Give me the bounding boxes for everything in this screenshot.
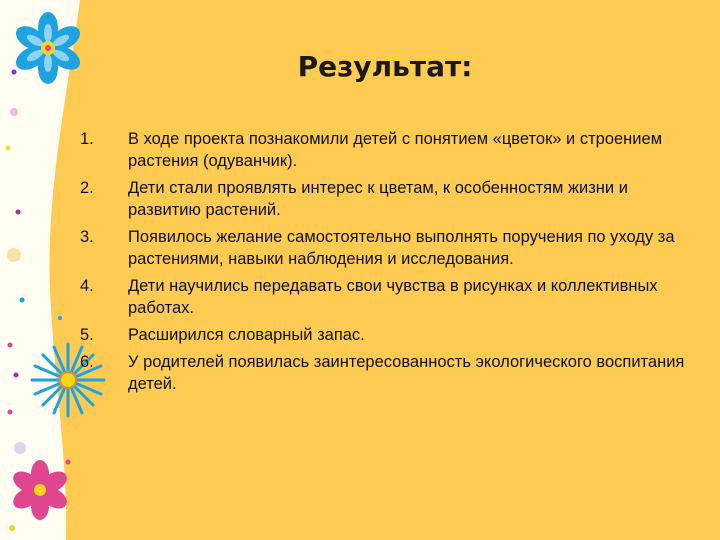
list-item-text: Расширился словарный запас. bbox=[128, 326, 365, 344]
result-list bbox=[80, 128, 700, 400]
list-item-text: Дети стали проявлять интерес к цветам, к особенностям жизни и развитию растений. bbox=[128, 179, 628, 219]
list-item bbox=[80, 128, 700, 172]
list-item-text: Дети научились передавать свои чувства в рисунках и коллективных работах. bbox=[128, 277, 658, 317]
list-item bbox=[80, 275, 700, 319]
list-item-text: Появилось желание самостоятельно выполнять поручения по уходу за растениями, навыки наблюдения и исследования. bbox=[128, 228, 675, 268]
list-item bbox=[80, 351, 700, 395]
list-item-number: 3. bbox=[80, 228, 94, 246]
list-item-text: У родителей появилась заинтересованность экологического воспитания детей. bbox=[128, 353, 685, 393]
list-item-number: 5. bbox=[80, 326, 94, 344]
slide-title: Результат: bbox=[297, 50, 473, 83]
list-item bbox=[80, 177, 700, 221]
list-item bbox=[80, 324, 700, 346]
list-item-number: 1. bbox=[80, 130, 94, 148]
list-item-number: 6. bbox=[80, 353, 94, 371]
list-item-number: 2. bbox=[80, 179, 94, 197]
list-item-text: В ходе проекта познакомили детей с понятием «цветок» и строением растения (одуванчик). bbox=[128, 130, 663, 170]
list-item bbox=[80, 226, 700, 270]
list-item-number: 4. bbox=[80, 277, 94, 295]
